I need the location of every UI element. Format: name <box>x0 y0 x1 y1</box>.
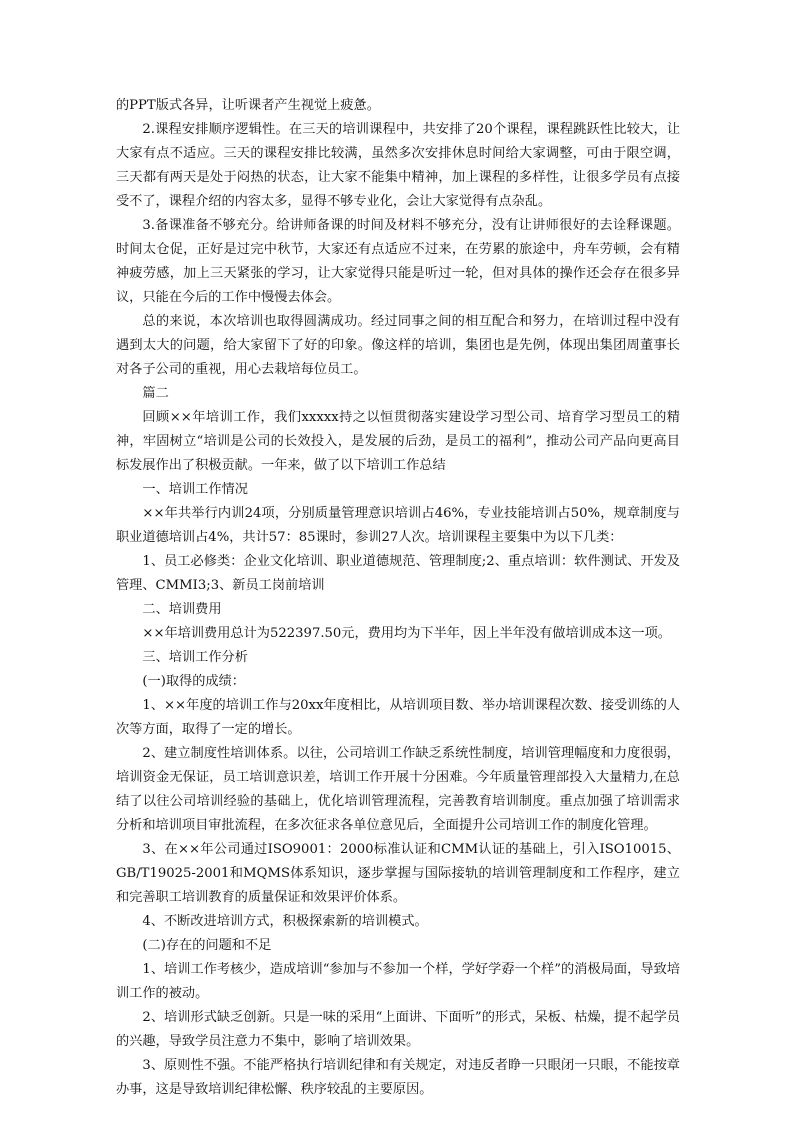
heading-training-situation: 一、培训工作情况 <box>142 482 248 497</box>
heading-training-cost: 二、培训费用 <box>142 602 222 617</box>
paragraph-course-categories: 1、员工必修类：企业文化培训、职业道德规范、管理制度;2、重点培训：软件测试、开发及管理、CMMI3;3、新员工岗前培训 <box>116 554 680 593</box>
paragraph-cost-total: ××年培训费用总计为522397.50元，费用均为下半年，因上半年没有做培训成本这一项。 <box>142 626 671 641</box>
heading-training-analysis: 三、培训工作分析 <box>142 650 248 665</box>
paragraph-achievement-1: 1、××年度的培训工作与20xx年度相比，从培训项目数、举办培训课程次数、接受训练的人次等方面，取得了一定的增长。 <box>116 698 680 737</box>
section-heading-part-two: 篇二 <box>142 386 169 401</box>
paragraph-problem-3: 3、原则性不强。不能严格执行培训纪律和有关规定，对违反者睁一只眼闭一只眼，不能按章办事，这是导致培训纪律松懈、秩序较乱的主要原因。 <box>116 1058 680 1097</box>
paragraph-review-intro: 回顾××年培训工作，我们xxxxx持之以恒贯彻落实建设学习型公司、培育学习型员工的精神，牢固树立“培训是公司的长效投入，是发展的后劲，是员工的福利”，推动公司产品向更高目标发展作出了积极贡献。一年来，做了以下培训工作总结 <box>116 410 680 473</box>
paragraph-problem-1: 1、培训工作考核少，造成培训“参加与不参加一个样，学好学孬一个样”的消极局面，导致培训工作的被动。 <box>116 962 680 1001</box>
paragraph-problem-2: 2、培训形式缺乏创新。只是一味的采用“上面讲、下面听”的形式，呆板、枯燥，提不起学员的兴趣，导致学员注意力不集中，影响了培训效果。 <box>116 1010 680 1049</box>
paragraph-training-stats: ××年共举行内训24项，分别质量管理意识培训占46%，专业技能培训占50%，规章制度与职业道德培训占4%，共计57：85课时，参训27人次。培训课程主要集中为以下几类： <box>116 506 680 545</box>
subheading-achievements: (一)取得的成绩： <box>142 674 245 689</box>
paragraph-course-logic: 2.课程安排顺序逻辑性。在三天的培训课程中，共安排了20个课程，课程跳跃性比较大，让大家有点不适应。三天的课程安排比较满，虽然多次安排休息时间给大家调整，可由于限空调，三天都有两天是处于闷热的状态，让大家不能集中精神，加上课程的多样性，让很多学员有点接受不了，课程介绍的内容太多，显得不够专业化，会让大家觉得有点杂乱。 <box>116 122 680 209</box>
subheading-problems: (二)存在的问题和不足 <box>142 938 272 953</box>
paragraph-summary: 总的来说，本次培训也取得圆满成功。经过同事之间的相互配合和努力，在培训过程中没有遇到太大的问题，给大家留下了好的印象。像这样的培训，集团也是先例，体现出集团周董事长对各子公司的重视，用心去栽培每位员工。 <box>116 314 680 377</box>
paragraph-achievement-4: 4、不断改进培训方式，积极探索新的培训模式。 <box>142 914 428 929</box>
paragraph-achievement-2: 2、建立制度性培训体系。以往，公司培训工作缺乏系统性制度，培训管理幅度和力度很弱，培训资金无保证，员工培训意识差，培训工作开展十分困难。今年质量管理部投入大量精力,在总结了以往公司培训经验的基础上，优化培训管理流程，完善教育培训制度。重点加强了培训需求分析和培训项目审批流程，在多次征求各单位意见后，全面提升公司培训工作的制度化管理。 <box>116 746 680 833</box>
paragraph-achievement-3: 3、在××年公司通过ISO9001：2000标准认证和CMM认证的基础上，引入ISO10015、GB/T19025-2001和MQMS体系知识，逐步掌握与国际接轨的培训管理制度和工作程序，建立和完善职工培训教育的质量保证和效果评价体系。 <box>116 842 680 905</box>
paragraph-continuation: 的PPT版式各异，让听课者产生视觉上疲惫。 <box>116 98 380 113</box>
document-page <box>116 94 680 1102</box>
paragraph-preparation: 3.备课准备不够充分。给讲师备课的时间及材料不够充分，没有让讲师很好的去诠释课题。时间太仓促，正好是过完中秋节，大家还有点适应不过来，在劳累的旅途中，舟车劳顿，会有精神疲劳感，加上三天紧张的学习，让大家觉得只能是听过一轮，但对具体的操作还会存在很多异议，只能在今后的工作中慢慢去体会。 <box>116 218 680 305</box>
